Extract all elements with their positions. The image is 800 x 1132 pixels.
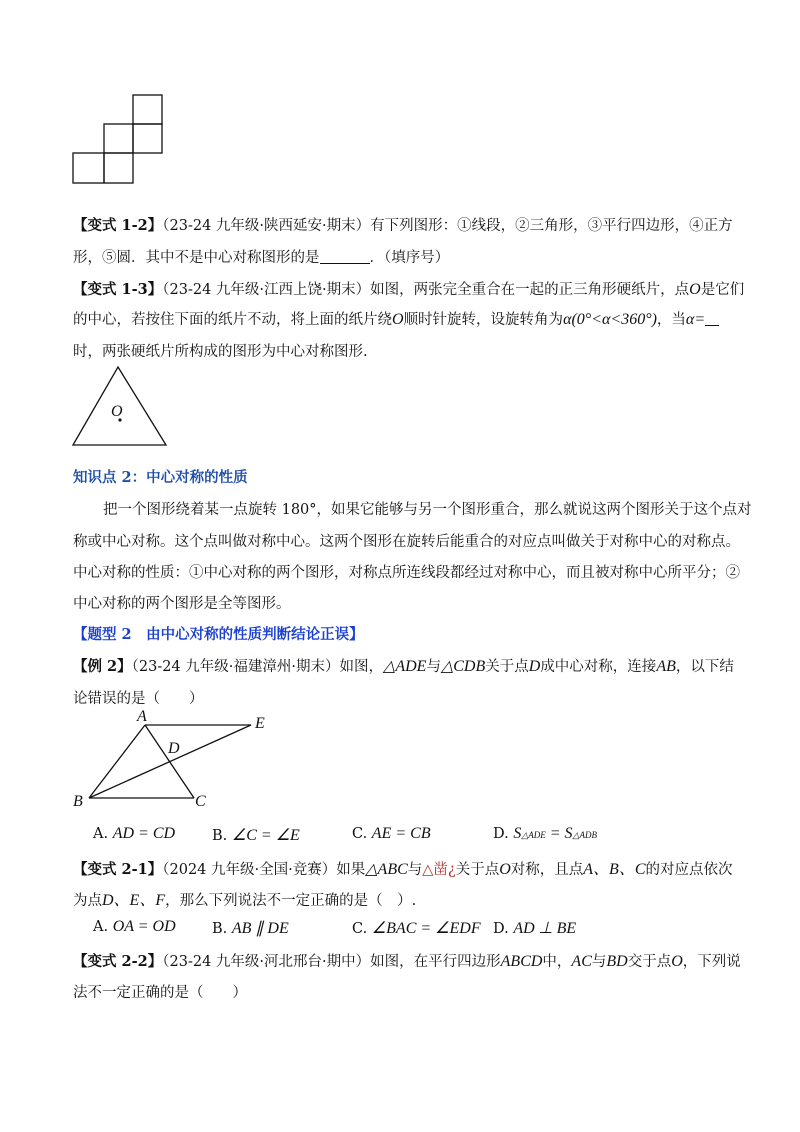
point-a-label: A bbox=[137, 708, 147, 725]
answer-blank[interactable] bbox=[705, 311, 719, 326]
variant-tag: 【变式 1-2】 bbox=[73, 217, 163, 234]
point-b-label: B bbox=[73, 793, 83, 810]
variant-2-1-line1: 【变式 2-1】（2024 九年级·全国·竞赛）如果△ABC与△凿¿关于点O对称，且点A、B、C的对应点依次 bbox=[73, 861, 733, 878]
example-tag: 【例 2】 bbox=[73, 658, 132, 675]
answer-blank[interactable] bbox=[320, 249, 370, 264]
variant-2-2-line2: 法不一定正确的是（ ） bbox=[73, 985, 247, 1001]
example-2-figure bbox=[85, 718, 260, 804]
option-a[interactable]: A. OA = OD bbox=[93, 918, 176, 935]
option-d[interactable]: D. AD ⊥ BE bbox=[493, 920, 577, 937]
paragraph-line: 把一个图形绕着某一点旋转 180°，如果它能够与另一个图形重合，那么就说这两个图形关于这个点对 bbox=[103, 502, 752, 518]
variant-tag: 【变式 1-3】 bbox=[73, 281, 163, 298]
point-c-label: C bbox=[195, 793, 206, 810]
option-a[interactable]: A. AD = CD bbox=[93, 825, 176, 842]
paragraph-line: 称或中心对称。这个点叫做对称中心。这两个图形在旋转后能重合的对应点叫做关于对称中心的对称点。 bbox=[73, 534, 740, 550]
option-b[interactable]: B. AB ∥ DE bbox=[212, 920, 289, 937]
option-c[interactable]: C. AE = CB bbox=[352, 825, 431, 842]
point-d-label: D bbox=[168, 740, 180, 757]
variant-1-3-line1: 【变式 1-3】（23-24 九年级·江西上饶·期末）如图，两张完全重合在一起的正三角形硬纸片，点O是它们 bbox=[73, 281, 745, 298]
point-o-label: O bbox=[111, 403, 123, 420]
variant-tag: 【变式 2-1】 bbox=[73, 861, 163, 878]
paragraph-line: 中心对称的两个图形是全等图形。 bbox=[73, 596, 291, 612]
variant-1-3-line2: 的中心，若按住下面的纸片不动，将上面的纸片绕O顺时针旋转，设旋转角为α(0°<α<360°)，当α= bbox=[73, 308, 719, 329]
option-c[interactable]: C. ∠BAC = ∠EDF bbox=[352, 920, 481, 937]
point-e-label: E bbox=[255, 715, 265, 732]
example-2-line1: 【例 2】（23-24 九年级·福建漳州·期末）如图，△ADE与△CDB关于点D成中心对称，连接AB，以下结 bbox=[73, 658, 734, 675]
variant-1-3-line3: 时，两张硬纸片所构成的图形为中心对称图形. bbox=[73, 344, 368, 360]
option-d[interactable]: D. S△ADE = S△ADB bbox=[493, 825, 597, 842]
question-type-title: 【题型 2 由中心对称的性质判断结论正误】 bbox=[73, 626, 364, 643]
variant-1-2-line2: 形，⑤圆．其中不是中心对称图形的是 ．（填序号） bbox=[73, 250, 450, 266]
paragraph-line: 中心对称的性质：①中心对称的两个图形，对称点所连线段都经过对称中心，而且被对称中心所平分；② bbox=[73, 565, 740, 581]
example-2-line2: 论错误的是（ ） bbox=[73, 691, 204, 707]
variant-tag: 【变式 2-2】 bbox=[73, 953, 163, 970]
variant-2-2-line1: 【变式 2-2】（23-24 九年级·河北邢台·期中）如图，在平行四边形ABCD中，AC与BD交于点O，下列说 bbox=[73, 953, 741, 970]
option-b[interactable]: B. ∠C = ∠E bbox=[212, 827, 300, 844]
variant-2-1-line2: 为点D、E、F，那么下列说法不一定正确的是（ ）. bbox=[73, 892, 417, 909]
variant-1-2-line1: 【变式 1-2】（23-24 九年级·陕西延安·期末）有下列图形：①线段，②三角形，③平行四边形，④正方 bbox=[73, 217, 733, 234]
section-title: 知识点 2：中心对称的性质 bbox=[73, 469, 248, 486]
cube-net-figure bbox=[70, 93, 166, 187]
